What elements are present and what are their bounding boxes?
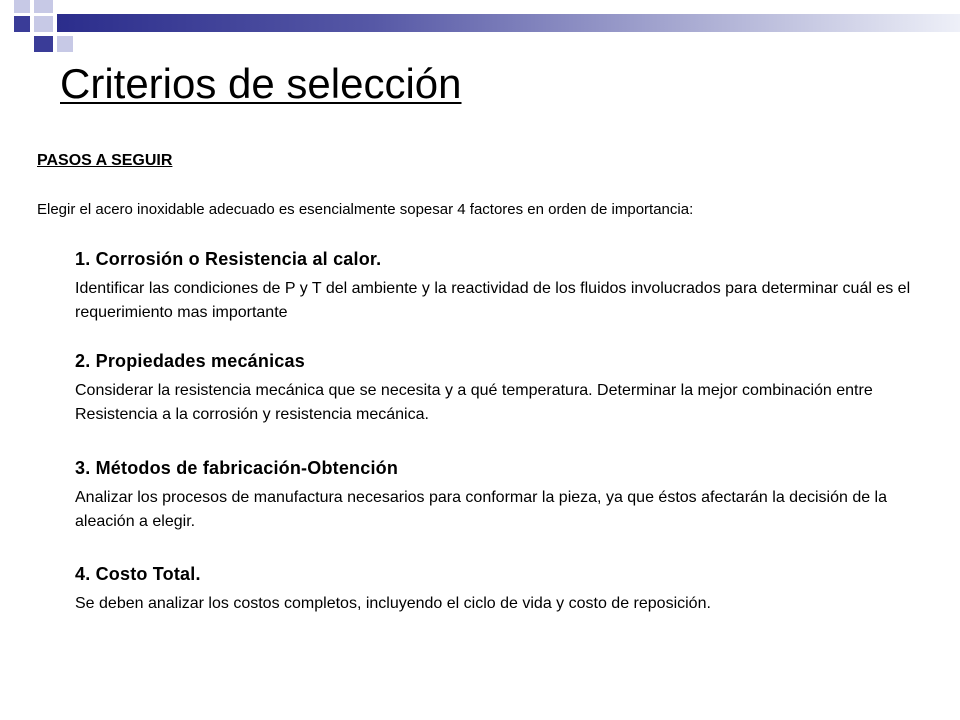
factor-description: Considerar la resistencia mecánica que se necesita y a qué temperatura. Determinar la mejor combinación entre Resistencia a la corrosión y resistencia mecánica.: [75, 382, 873, 423]
decor-square: [34, 36, 53, 52]
decor-square: [34, 0, 53, 13]
section-heading: PASOS A SEGUIR: [37, 152, 173, 169]
decor-square: [14, 0, 30, 13]
decor-square: [34, 16, 53, 32]
header-gradient-bar: [57, 14, 960, 32]
slide-title: Criterios de selección: [60, 60, 462, 107]
factor-item: [75, 247, 935, 325]
factor-description: Analizar los procesos de manufactura necesarios para conformar la pieza, ya que éstos afectarán la decisión de la aleación a elegir.: [75, 489, 888, 530]
decor-square: [14, 16, 30, 32]
factor-item: [75, 562, 935, 616]
decor-square: [57, 36, 73, 52]
factor-heading: 1. Corrosión o Resistencia al calor.: [75, 249, 382, 269]
factor-description: Se deben analizar los costos completos, incluyendo el ciclo de vida y costo de reposición.: [75, 595, 711, 612]
factor-item: [75, 456, 935, 534]
factor-heading: 2. Propiedades mecánicas: [75, 351, 305, 371]
factor-heading: 4. Costo Total.: [75, 564, 201, 584]
factor-item: [75, 349, 935, 427]
factor-heading: 3. Métodos de fabricación-Obtención: [75, 458, 399, 478]
factor-description: Identificar las condiciones de P y T del ambiente y la reactividad de los fluidos involucrados para determinar cuál es el requerimiento mas importante: [75, 280, 911, 321]
intro-text: Elegir el acero inoxidable adecuado es esencialmente sopesar 4 factores en orden de importancia:: [37, 201, 694, 218]
